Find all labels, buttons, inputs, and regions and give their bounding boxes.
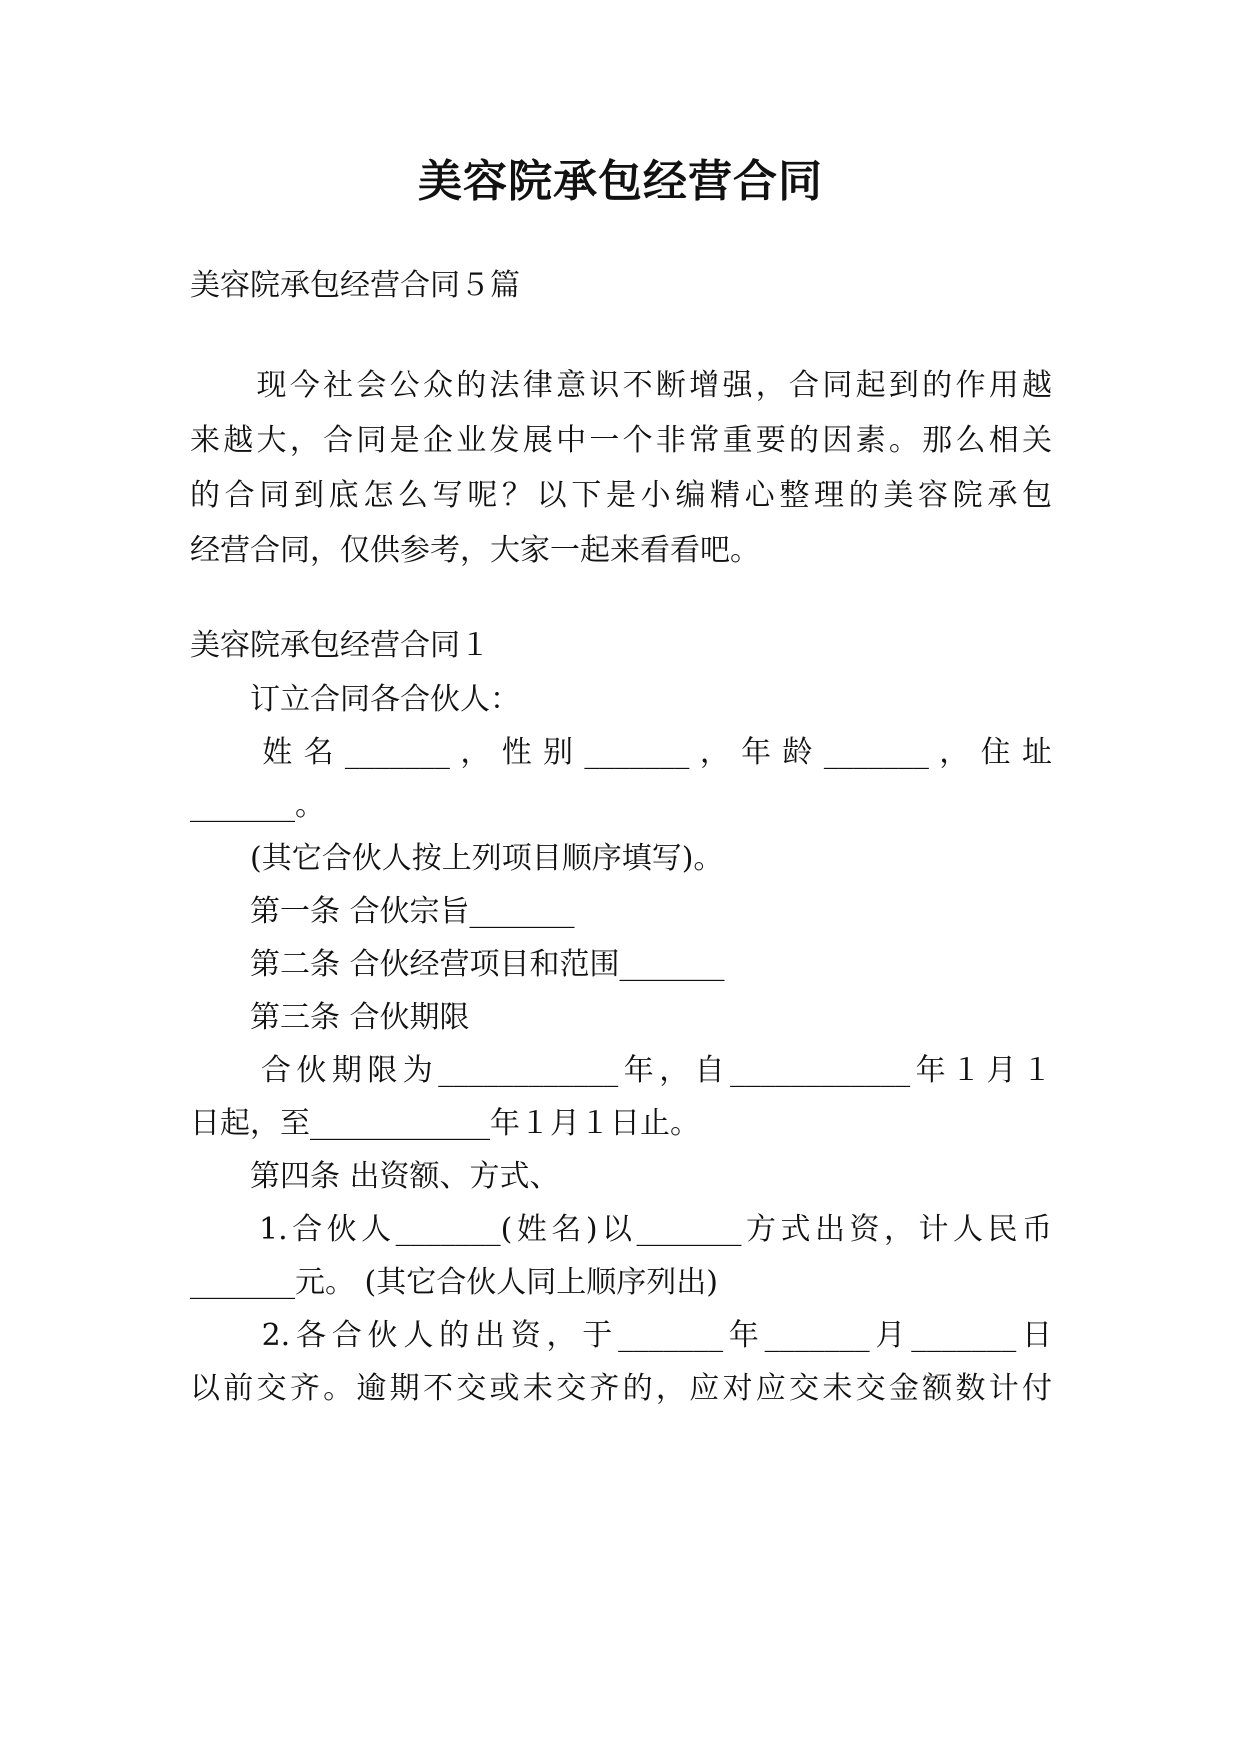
clause-line: _______元。 (其它合伙人同上顺序列出) (190, 1265, 718, 1300)
intro-line: 现今社会公众的法律意识不断增强，合同起到的作用越 (190, 368, 1052, 403)
clause-line: 订立合同各合伙人： (190, 682, 520, 717)
clause-line: 第一条 合伙宗旨_______ (190, 894, 575, 929)
document-subtitle: 美容院承包经营合同５篇 (190, 268, 520, 303)
clause-line: 第三条 合伙期限 (190, 1000, 470, 1035)
clause-line: 日起，至____________年１月１日止。 (190, 1106, 700, 1141)
intro-line: 经营合同，仅供参考，大家一起来看看吧。 (190, 533, 760, 568)
document-title: 美容院承包经营合同 (418, 156, 823, 207)
clause-line: 合伙期限为____________年，自____________年１月１ (190, 1053, 1052, 1088)
clause-line: 以前交齐。逾期不交或未交齐的，应对应交未交金额数计付 (190, 1371, 1052, 1406)
clause-line: _______。 (190, 788, 325, 823)
clause-line: (其它合伙人按上列项目顺序填写)。 (190, 841, 724, 876)
section-heading: 美容院承包经营合同１ (190, 628, 490, 663)
intro-line: 的合同到底怎么写呢？以下是小编精心整理的美容院承包 (190, 478, 1052, 513)
clause-line: 第二条 合伙经营项目和范围_______ (190, 947, 725, 982)
clause-line: 1.合伙人_______(姓名)以_______方式出资，计人民币 (190, 1212, 1052, 1247)
clause-line: 2.各合伙人的出资，于_______年_______月_______日 (190, 1318, 1052, 1353)
intro-line: 来越大，合同是企业发展中一个非常重要的因素。那么相关 (190, 423, 1052, 458)
clause-line: 姓 名 _______ ， 性 别 _______ ， 年 龄 _______ ， 住 址 (190, 735, 1052, 770)
clause-line: 第四条 出资额、方式、 (190, 1159, 560, 1194)
